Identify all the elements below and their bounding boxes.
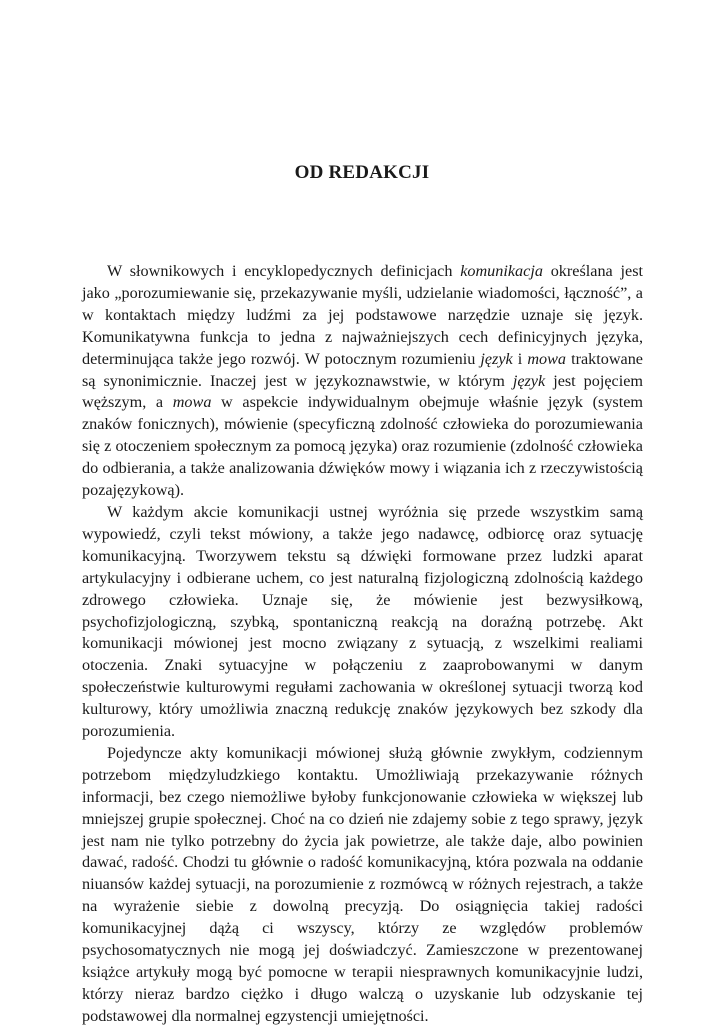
text-run: traktowane są synonimicznie. Inaczej jest w językoznawstwie, w którym	[82, 349, 643, 390]
page-title: OD REDAKCJI	[294, 162, 430, 183]
term-jezyk: język	[480, 349, 513, 368]
paragraph-1	[82, 261, 643, 502]
term-mowa: mowa	[172, 393, 212, 412]
term-komunikacja: komunikacja	[460, 262, 543, 280]
term-mowa: mowa	[527, 349, 567, 368]
term-jezyk: język	[512, 371, 546, 390]
paragraph-3	[82, 743, 643, 1028]
text-run: W słownikowych i encyklopedycznych definicjach	[107, 262, 461, 280]
text-run: i	[512, 349, 528, 368]
text-run: Pojedyncze akty komunikacji mówionej służą głównie zwykłym, codziennym potrzebom międzyludzkiego kontaktu. Umożliwiają przekazywanie różnych informacji, bez czego niemożliwe byłoby funkcjonowanie człowieka w większej lub mniejszej grupie społecznej. Choć na co dzień nie zdajemy sobie z tego sprawy, język jest nam nie tylko potrzebny do życia jak powietrze, ale także daje, albo powinien dawać, radość. Chodzi tu głównie o radość komunikacyjną, która pozwala na oddanie niuansów każdej sytuacji, na porozumienie z rozmówcą w różnych rejestrach, a także na wyrażenie siebie z dowolną precyzją. Do osiągnięcia takiej radości komunikacyjnej dążą ci wszyscy, którzy ze względów problemów psychosomatycznych nie mogą jej doświadczyć. Zamieszczone w prezentowanej książce artykuły mogą być pomocne w terapii niesprawnych komunikacyjnie ludzi, którzy nieraz bardzo ciężko i długo walczą o uzyskanie lub odzyskanie tej podstawowej dla normalnej egzystencji umiejętności.	[82, 743, 643, 1025]
text-run: w aspekcie indywidualnym obejmuje właśnie język (system znaków fonicznych), mówienie (specyficzną zdolność człowieka do porozumiewania się z otoczeniem społecznym za pomocą języka) oraz rozumienie (zdolność człowieka do odbierania, a także analizowania dźwięków mowy i wiązania ich z rzeczywistością pozajęzykową).	[82, 393, 643, 500]
body-text	[82, 261, 643, 1028]
paragraph-2	[82, 502, 643, 743]
text-run: W każdym akcie komunikacji ustnej wyróżnia się przede wszystkim samą wypowiedź, czyli tekst mówiony, a także jego nadawcę, odbiorcę oraz sytuację komunikacyjną. Tworzywem tekstu są dźwięki formowane przez ludzki aparat artykulacyjny i odbierane uchem, co jest naturalną fizjologiczną zdolnością każdego zdrowego człowieka. Uznaje się, że mówienie jest bezwysiłkową, psychofizjologiczną, szybką, spontaniczną reakcją na doraźną potrzebę. Akt komunikacji mówionej jest mocno związany z sytuacją, z wszelkimi realiami otoczenia. Znaki sytuacyjne w połączeniu z zaaprobowanymi w danym społeczeństwie kulturowymi regułami zachowania w określonej sytuacji tworzą kod kulturowy, który umożliwia znaczną redukcję znaków językowych bez szkody dla porozumienia.	[82, 502, 643, 741]
text-run: jest pojęciem węższym, a	[82, 371, 644, 412]
text-run: określana jest jako „porozumiewanie się, przekazywanie myśli, udzielanie wiadomości, łączność”, a w kontaktach między ludźmi za jej podstawowe narzędzie uznaje się język. Komunikatywna funkcja to jedna z najważniejszych cech definicyjnych języka, determinująca także jego rozwój. W potocznym rozumieniu	[82, 262, 643, 368]
